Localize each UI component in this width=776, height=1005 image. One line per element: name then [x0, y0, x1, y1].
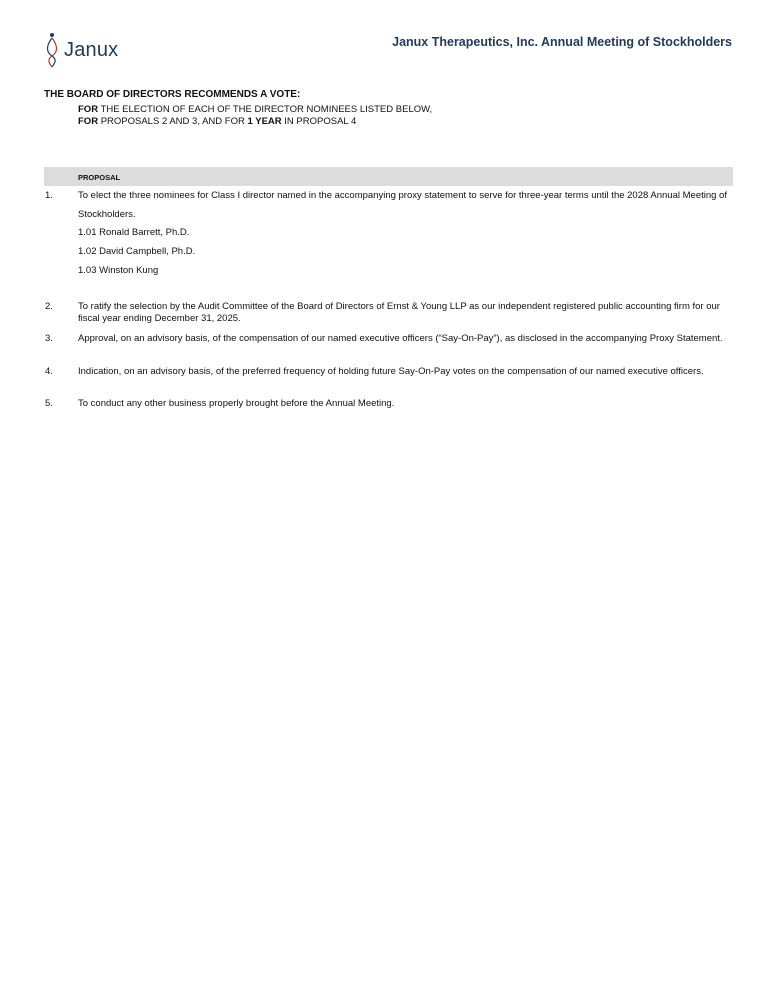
logo-text: Janux — [64, 38, 119, 61]
company-logo — [44, 32, 118, 68]
proposal-3-number: 3. — [45, 333, 53, 344]
recommendation-line-1-text: THE ELECTION OF EACH OF THE DIRECTOR NOMINEES LISTED BELOW, — [98, 104, 433, 115]
nominee-2: 1.02 David Campbell, Ph.D. — [78, 246, 196, 257]
recommendation-line-2-bold: FOR — [78, 116, 99, 127]
nominee-1: 1.01 Ronald Barrett, Ph.D. — [78, 227, 190, 238]
recommendation-line-2-rest: IN PROPOSAL 4 — [281, 116, 357, 127]
proposal-1-number: 1. — [45, 190, 53, 201]
nominee-3: 1.03 Winston Kung — [78, 265, 159, 276]
recommendation-heading: THE BOARD OF DIRECTORS RECOMMENDS A VOTE: — [44, 89, 301, 100]
proposal-3-text: Approval, on an advisory basis, of the compensation of our named executive officers (“Say-On-Pay”), as disclosed in the accompanying Proxy Statement. — [78, 333, 723, 344]
recommendation-line-1-bold: FOR — [78, 104, 99, 115]
recommendation-line-1 — [78, 104, 432, 115]
document-title: Janux Therapeutics, Inc. Annual Meeting of Stockholders — [392, 35, 732, 49]
proposal-4-number: 4. — [45, 366, 53, 377]
recommendation-line-2 — [78, 116, 356, 127]
proposal-4-text: Indication, on an advisory basis, of the preferred frequency of holding future Say-On-Pay votes on the compensation of our named executive officers. — [78, 366, 704, 377]
proposal-2-text: To ratify the selection by the Audit Committee of the Board of Directors of Ernst & Young LLP as our independent registered public accounting firm for our fiscal year ending December 31, 2025. — [78, 301, 720, 324]
proposal-column-header: PROPOSAL — [78, 173, 121, 182]
recommendation-line-2-bold-year: 1 YEAR — [247, 116, 282, 127]
proposal-1-text: To elect the three nominees for Class I director named in the accompanying proxy statement to serve for three-year terms until the 2028 Annual Meeting of Stockholders. — [78, 190, 727, 220]
proposal-table-header — [44, 167, 733, 186]
recommendation-line-2-text: PROPOSALS 2 AND 3, AND FOR — [98, 116, 248, 127]
proposal-5-number: 5. — [45, 398, 53, 409]
proposal-2-number: 2. — [45, 301, 53, 312]
janux-logo-icon — [44, 32, 60, 68]
proposal-5-text: To conduct any other business properly brought before the Annual Meeting. — [78, 398, 395, 409]
